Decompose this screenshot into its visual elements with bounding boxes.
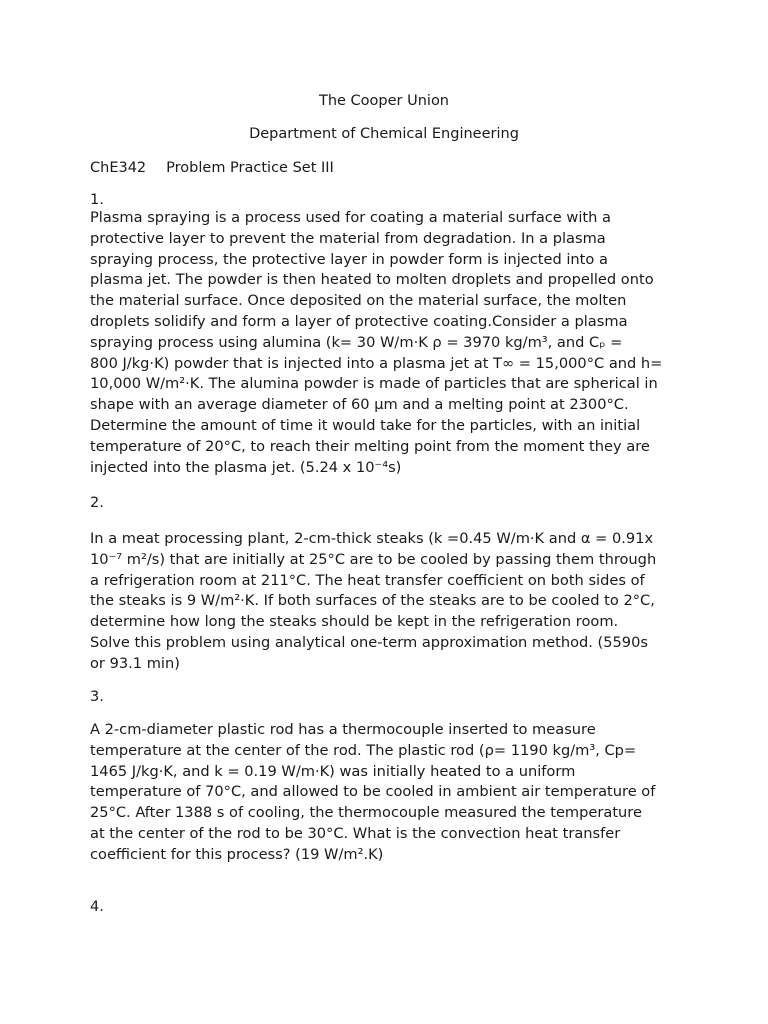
problem-line: a refrigeration room at 211°C. The heat transfer coefficient on both sides of (90, 571, 645, 589)
problem-line: 10,000 W/m²·K. The alumina powder is made of particles that are spherical in (90, 375, 658, 393)
problem-line: temperature at the center of the rod. The plastic rod (ρ= 1190 kg/m³, Cp= (90, 741, 637, 759)
problem-line: temperature of 20°C, to reach their melting point from the moment they are (90, 437, 650, 455)
problem-line: Solve this problem using analytical one-term approximation method. (5590s (90, 633, 648, 651)
problem-line: 25°C. After 1388 s of cooling, the thermocouple measured the temperature (90, 804, 642, 822)
problem-1-number: 1. (90, 192, 104, 208)
institution-title: The Cooper Union (318, 93, 450, 109)
problem-line: the material surface. Once deposited on the material surface, the molten (90, 292, 627, 310)
problem-4-number: 4. (90, 899, 104, 915)
problem-line: spraying process using alumina (k= 30 W/m·K ρ = 3970 kg/m³, and Cₚ = (90, 333, 623, 351)
problem-line: plasma jet. The powder is then heated to molten droplets and propelled onto (90, 271, 654, 289)
problem-line: spraying process, the protective layer in powder form is injected into a (90, 250, 608, 268)
problem-line: A 2-cm-diameter plastic rod has a thermocouple inserted to measure (90, 721, 596, 738)
problem-line: injected into the plasma jet. (5.24 x 10⁻⁴s) (90, 458, 402, 476)
problem-3-text (90, 720, 690, 866)
problem-1-text (90, 208, 690, 478)
problem-line: temperature of 70°C, and allowed to be cooled in ambient air temperature of (90, 783, 656, 801)
problem-line: In a meat processing plant, 2-cm-thick steaks (k =0.45 W/m·K and α = 0.91x (90, 530, 654, 547)
problem-3-number: 3. (90, 689, 104, 705)
problem-line: 800 J/kg·K) powder that is injected into a plasma jet at T∞ = 15,000°C and h= (90, 354, 663, 372)
course-code: ChE342 (90, 160, 147, 176)
problem-line: the steaks is 9 W/m²·K. If both surfaces of the steaks are to be cooled to 2°C, (90, 592, 655, 610)
problem-line: or 93.1 min) (90, 654, 180, 672)
problem-line: droplets solidify and form a layer of protective coating.Consider a plasma (90, 312, 628, 330)
problem-line: protective layer to prevent the material from degradation. In a plasma (90, 229, 606, 247)
problem-line: coefficient for this process? (19 W/m².K) (90, 845, 384, 863)
problem-2-number: 2. (90, 495, 104, 511)
problem-line: 10⁻⁷ m²/s) that are initially at 25°C are to be cooled by passing them through (90, 550, 657, 568)
problem-line: shape with an average diameter of 60 μm and a melting point at 2300°C. (90, 396, 629, 414)
course-heading (90, 160, 334, 176)
problem-line: determine how long the steaks should be kept in the refrigeration room. (90, 613, 619, 631)
problem-line: Plasma spraying is a process used for coating a material surface with a (90, 209, 611, 226)
problem-line: 1465 J/kg·K, and k = 0.19 W/m·K) was initially heated to a uniform (90, 762, 576, 780)
department-title: Department of Chemical Engineering (249, 126, 519, 142)
problem-2-text (90, 529, 690, 675)
problem-line: at the center of the rod to be 30°C. What is the convection heat transfer (90, 824, 621, 842)
problem-line: Determine the amount of time it would take for the particles, with an initial (90, 416, 641, 434)
set-title: Problem Practice Set III (166, 160, 334, 176)
